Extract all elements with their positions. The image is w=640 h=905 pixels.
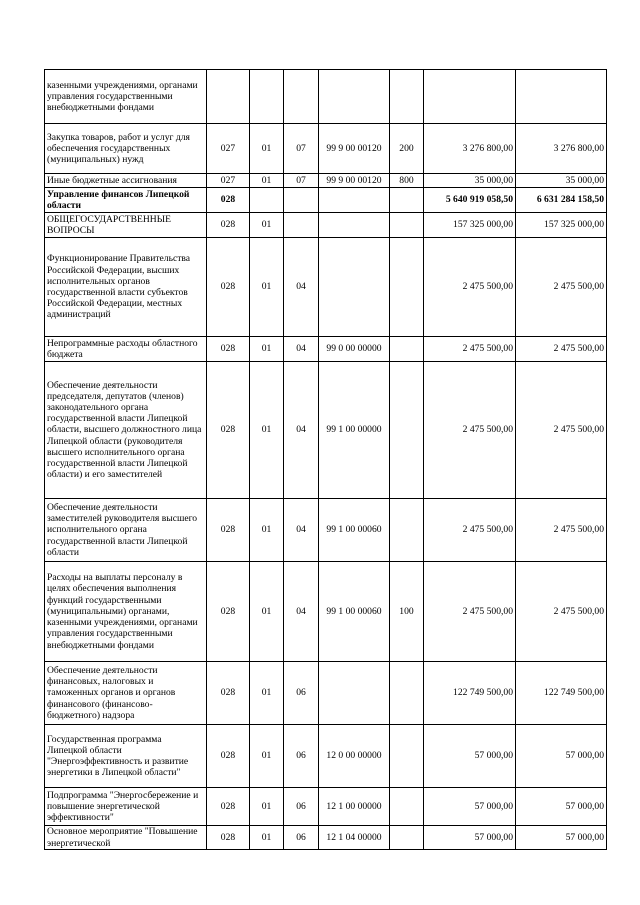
- row-amount-first-year-cell: 157 325 000,00: [424, 213, 516, 238]
- row-target-article-cell: [319, 213, 390, 238]
- row-amount-second-year-cell: 157 325 000,00: [516, 213, 607, 238]
- table-row: [45, 337, 607, 362]
- row-target-article-cell: 99 1 00 00060: [319, 499, 390, 562]
- row-subsection-cell: 07: [284, 124, 319, 174]
- row-subsection-cell: 07: [284, 174, 319, 188]
- row-expense-type-cell: 100: [390, 562, 424, 662]
- row-section-cell: 01: [250, 499, 284, 562]
- row-section-cell: [250, 70, 284, 124]
- row-target-article-cell: 99 9 00 00120: [319, 174, 390, 188]
- row-target-article-cell: 99 1 00 00060: [319, 562, 390, 662]
- row-ved-code-cell: 028: [207, 562, 250, 662]
- row-amount-first-year-cell: 122 749 500,00: [424, 662, 516, 725]
- budget-table: [44, 69, 607, 850]
- row-amount-first-year-cell: 2 475 500,00: [424, 362, 516, 499]
- row-amount-second-year-cell: 3 276 800,00: [516, 124, 607, 174]
- row-ved-code-cell: 028: [207, 337, 250, 362]
- table-row: [45, 725, 607, 788]
- row-amount-second-year-cell: 122 749 500,00: [516, 662, 607, 725]
- row-amount-second-year-cell: 2 475 500,00: [516, 362, 607, 499]
- row-ved-code-cell: 028: [207, 213, 250, 238]
- row-name-cell: Государственная программа Липецкой области "Энергоэффективность и развитие энергетики в Липецкой области": [45, 725, 207, 788]
- row-expense-type-cell: [390, 662, 424, 725]
- row-target-article-cell: 12 1 00 00000: [319, 788, 390, 826]
- row-name-cell: Иные бюджетные ассигнования: [45, 174, 207, 188]
- row-ved-code-cell: [207, 70, 250, 124]
- row-target-article-cell: 99 1 00 00000: [319, 362, 390, 499]
- row-ved-code-cell: 028: [207, 826, 250, 850]
- row-ved-code-cell: 028: [207, 788, 250, 826]
- row-target-article-cell: [319, 70, 390, 124]
- row-name-cell: казенными учреждениями, органами управления государственными внебюджетными фондами: [45, 70, 207, 124]
- row-ved-code-cell: 028: [207, 188, 250, 213]
- row-target-article-cell: [319, 662, 390, 725]
- row-section-cell: [250, 188, 284, 213]
- row-name-cell: ОБЩЕГОСУДАРСТВЕННЫЕ ВОПРОСЫ: [45, 213, 207, 238]
- row-name-cell: Основное мероприятие "Повышение энергетической: [45, 826, 207, 850]
- row-amount-first-year-cell: 35 000,00: [424, 174, 516, 188]
- row-amount-second-year-cell: 35 000,00: [516, 174, 607, 188]
- table-row: [45, 188, 607, 213]
- row-amount-second-year-cell: 57 000,00: [516, 788, 607, 826]
- row-subsection-cell: [284, 213, 319, 238]
- table-row: [45, 826, 607, 850]
- table-row: [45, 238, 607, 337]
- row-expense-type-cell: [390, 725, 424, 788]
- row-subsection-cell: 06: [284, 662, 319, 725]
- row-expense-type-cell: [390, 337, 424, 362]
- row-name-cell: Обеспечение деятельности финансовых, налоговых и таможенных органов и органов финансового (финансово-бюджетного) надзора: [45, 662, 207, 725]
- row-target-article-cell: 99 0 00 00000: [319, 337, 390, 362]
- row-name-cell: Функционирование Правительства Российской Федерации, высших исполнительных органов государственной власти субъектов Российской Федерации, местных администраций: [45, 238, 207, 337]
- row-amount-second-year-cell: 57 000,00: [516, 826, 607, 850]
- row-target-article-cell: 12 1 04 00000: [319, 826, 390, 850]
- row-expense-type-cell: 200: [390, 124, 424, 174]
- row-name-cell: Подпрограмма "Энергосбережение и повышение энергетической эффективности": [45, 788, 207, 826]
- row-expense-type-cell: 800: [390, 174, 424, 188]
- row-ved-code-cell: 027: [207, 124, 250, 174]
- row-subsection-cell: [284, 188, 319, 213]
- row-name-cell: Расходы на выплаты персоналу в целях обеспечения выполнения функций государственными (муниципальными) органами, казенными учреждениями, органами управления государственными внебюджетными фондами: [45, 562, 207, 662]
- row-amount-first-year-cell: 5 640 919 058,50: [424, 188, 516, 213]
- row-expense-type-cell: [390, 788, 424, 826]
- row-section-cell: 01: [250, 337, 284, 362]
- row-subsection-cell: 06: [284, 725, 319, 788]
- table-row: [45, 124, 607, 174]
- row-name-cell: Закупка товаров, работ и услуг для обеспечения государственных (муниципальных) нужд: [45, 124, 207, 174]
- row-subsection-cell: 04: [284, 562, 319, 662]
- row-ved-code-cell: 027: [207, 174, 250, 188]
- row-subsection-cell: [284, 70, 319, 124]
- row-subsection-cell: 04: [284, 362, 319, 499]
- row-target-article-cell: 12 0 00 00000: [319, 725, 390, 788]
- table-row: [45, 213, 607, 238]
- row-section-cell: 01: [250, 662, 284, 725]
- row-name-cell: Обеспечение деятельности председателя, депутатов (членов) законодательного органа государственной власти Липецкой области, высшего должностного лица Липецкой области (руководителя высшего исполнительного органа государственной власти Липецкой области) и его заместителей: [45, 362, 207, 499]
- row-amount-first-year-cell: 2 475 500,00: [424, 337, 516, 362]
- row-amount-first-year-cell: 57 000,00: [424, 826, 516, 850]
- row-expense-type-cell: [390, 188, 424, 213]
- row-ved-code-cell: 028: [207, 238, 250, 337]
- row-expense-type-cell: [390, 499, 424, 562]
- row-target-article-cell: [319, 238, 390, 337]
- budget-table-body: [45, 70, 607, 850]
- row-section-cell: 01: [250, 124, 284, 174]
- row-subsection-cell: 04: [284, 499, 319, 562]
- row-amount-second-year-cell: 2 475 500,00: [516, 337, 607, 362]
- row-name-cell: Управление финансов Липецкой области: [45, 188, 207, 213]
- row-ved-code-cell: 028: [207, 725, 250, 788]
- row-amount-first-year-cell: 2 475 500,00: [424, 562, 516, 662]
- row-ved-code-cell: 028: [207, 362, 250, 499]
- row-expense-type-cell: [390, 238, 424, 337]
- row-amount-first-year-cell: 2 475 500,00: [424, 499, 516, 562]
- row-section-cell: 01: [250, 238, 284, 337]
- row-section-cell: 01: [250, 562, 284, 662]
- row-amount-second-year-cell: 2 475 500,00: [516, 562, 607, 662]
- row-expense-type-cell: [390, 362, 424, 499]
- row-amount-second-year-cell: 2 475 500,00: [516, 499, 607, 562]
- row-section-cell: 01: [250, 362, 284, 499]
- row-ved-code-cell: 028: [207, 662, 250, 725]
- row-section-cell: 01: [250, 725, 284, 788]
- row-section-cell: 01: [250, 174, 284, 188]
- row-expense-type-cell: [390, 70, 424, 124]
- table-row: [45, 562, 607, 662]
- row-name-cell: Непрограммные расходы областного бюджета: [45, 337, 207, 362]
- row-amount-first-year-cell: [424, 70, 516, 124]
- row-target-article-cell: 99 9 00 00120: [319, 124, 390, 174]
- row-subsection-cell: 04: [284, 238, 319, 337]
- row-amount-first-year-cell: 3 276 800,00: [424, 124, 516, 174]
- row-subsection-cell: 06: [284, 826, 319, 850]
- row-amount-first-year-cell: 2 475 500,00: [424, 238, 516, 337]
- row-amount-first-year-cell: 57 000,00: [424, 788, 516, 826]
- row-ved-code-cell: 028: [207, 499, 250, 562]
- row-section-cell: 01: [250, 213, 284, 238]
- row-amount-second-year-cell: 2 475 500,00: [516, 238, 607, 337]
- table-row: [45, 499, 607, 562]
- table-row: [45, 70, 607, 124]
- row-subsection-cell: 04: [284, 337, 319, 362]
- table-row: [45, 788, 607, 826]
- row-subsection-cell: 06: [284, 788, 319, 826]
- row-section-cell: 01: [250, 826, 284, 850]
- row-target-article-cell: [319, 188, 390, 213]
- table-row: [45, 362, 607, 499]
- row-amount-second-year-cell: [516, 70, 607, 124]
- row-expense-type-cell: [390, 213, 424, 238]
- row-amount-second-year-cell: 57 000,00: [516, 725, 607, 788]
- document-page: [44, 69, 607, 850]
- row-expense-type-cell: [390, 826, 424, 850]
- row-amount-second-year-cell: 6 631 284 158,50: [516, 188, 607, 213]
- row-amount-first-year-cell: 57 000,00: [424, 725, 516, 788]
- table-row: [45, 662, 607, 725]
- row-section-cell: 01: [250, 788, 284, 826]
- table-row: [45, 174, 607, 188]
- row-name-cell: Обеспечение деятельности заместителей руководителя высшего исполнительного органа государственной власти Липецкой области: [45, 499, 207, 562]
